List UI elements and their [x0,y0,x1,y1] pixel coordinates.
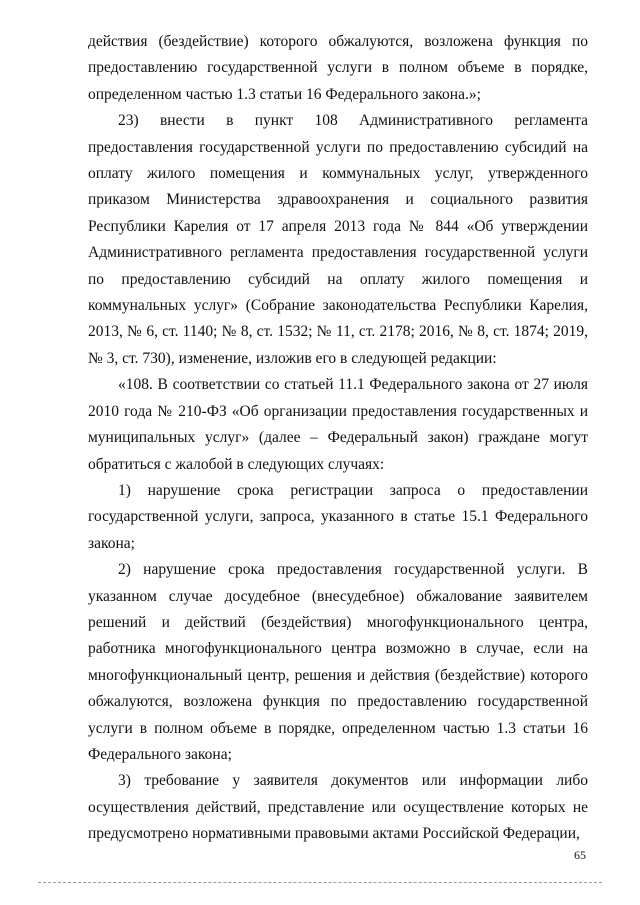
page-number: 65 [574,848,586,862]
paragraph-continuation: действия (бездействие) которого обжалуются, возложена функция по предоставлению государственной услуги в полном объеме в порядке, определенном частью 1.3 статьи 16 Федерального закона.»; [88,33,588,103]
paragraph-case-3: 3) требование у заявителя документов или информации либо осуществления действий, представление или осуществление которых не предусмотрено нормативными правовыми актами Российской Федерации, [88,772,588,843]
paragraph-item-23: 23) внести в пункт 108 Административного регламента предоставления государственной услуги по предоставлению субсидий на оплату жилого помещения и коммунальных услуг, утвержденного приказом Министерства здравоохранения и социального развития Республики Карелия от 17 апреля 2013 года № 844 «Об утверждении Административного регламента предоставления государственной услуги по предоставлению субсидий на оплату жилого помещения и коммунальных услуг» (Собрание законодательства Республики Карелия, 2013, № 6, ст. 1140; № 8, ст. 1532; № 11, ст. 2178; 2016, № 8, ст. 1874; 2019, № 3, ст. 730), изменение, изложив его в следующей редакции: [88,112,588,367]
paragraph-case-1: 1) нарушение срока регистрации запроса о предоставлении государственной услуги, запроса, указанного в статье 15.1 Федерального закона; [88,481,588,552]
paragraph-case-2: 2) нарушение срока предоставления государственной услуги. В указанном случае досудебное (внесудебное) обжалование заявителем решений и действий (бездействия) многофункционального центра, работника многофункционального центра возможно в случае, если на многофункциональный центр, решения и действия (бездействие) которого обжалуются, возложена функция по предоставлению государственной услуги в полном объеме в порядке, определенном частью 1.3 статьи 16 Федерального закона; [88,561,588,763]
paragraph-section-108: «108. В соответствии со статьей 11.1 Федерального закона от 27 июля 2010 года № 210-ФЗ «Об организации предоставления государственных и муниципальных услуг» (далее – Федеральный закон) граждане могут обратиться с жалобой в следующих случаях: [88,376,588,473]
document-page [88,29,588,848]
bottom-divider [38,882,602,883]
